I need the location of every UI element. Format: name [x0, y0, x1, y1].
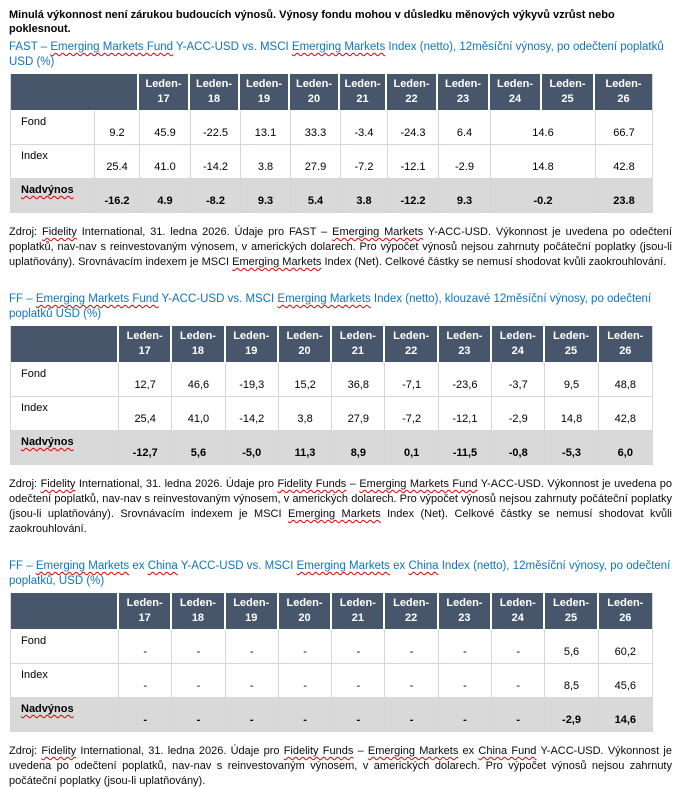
value-cell: -14,2: [226, 397, 279, 430]
column-header-cell: [119, 326, 172, 362]
row-label: Nadvýnos: [21, 703, 74, 715]
value-cell: 42,8: [614, 413, 637, 425]
spellcheck-flagged-text: Fidelity Funds: [283, 745, 354, 757]
spellcheck-flagged-text: Fidelity: [40, 478, 76, 490]
header-prefix: Leden-: [607, 597, 644, 609]
header-year: 26: [619, 612, 632, 624]
value-cell: 11,3: [279, 431, 332, 464]
column-header-cell: [172, 593, 225, 629]
header-year: 26: [619, 345, 632, 357]
spellcheck-flagged-text: Emerging Markets Fund: [359, 478, 478, 490]
text-segment: –: [346, 478, 360, 490]
index-row: [11, 145, 652, 179]
index-row: [11, 397, 652, 431]
value-cell: -: [439, 698, 492, 731]
value-cell: -22.5: [191, 111, 241, 144]
value-cell: 9.2: [95, 111, 140, 144]
header-year: 18: [207, 93, 221, 105]
header-year: 22: [405, 612, 418, 624]
spellcheck-flagged-text: Emerging Markets: [277, 293, 371, 305]
table-title-ff-em: [9, 292, 672, 322]
header-year: 23: [458, 612, 471, 624]
value-cell: 3,8: [279, 397, 332, 430]
past-performance-warning: Minulá výkonnost není zárukou budoucích výnosů. Výnosy fondu mohou v důsledku měnových výkyvů vzrůst nebo poklesnout.: [9, 9, 615, 35]
table-title-fast: [9, 40, 672, 70]
header-prefix: Leden-: [549, 78, 586, 90]
header-prefix: Leden-: [286, 330, 323, 342]
text-segment: Y-ACC-USD. Výkonnost je uvedena po odečtení poplatků, nav-nav s reinvestovaným výnosem, v amerických dolarech. Pro výpočet výnosů nejsou zahrnuty počáteční poplatky (jsou-li uplatňovány). Srovnávacím indexem je MSCI: [9, 478, 672, 520]
header-year: 22: [405, 93, 418, 105]
value-cell: -: [119, 698, 172, 731]
column-header-cell: [492, 593, 545, 629]
spellcheck-flagged-text: Emerging Markets: [296, 560, 390, 572]
row-label-cell: [11, 111, 95, 144]
value-cell: 66.7: [613, 127, 635, 139]
column-header-cell: [385, 326, 438, 362]
header-year: 19: [245, 345, 258, 357]
header-year: 24: [508, 93, 522, 105]
column-header-cell: [332, 593, 385, 629]
spellcheck-flagged-text: Emerging Markets: [288, 508, 381, 520]
value-cell: -3,7: [492, 363, 545, 396]
value-cell: -: [226, 698, 279, 731]
header-year: 24: [511, 612, 524, 624]
header-prefix: Leden-: [339, 597, 376, 609]
spellcheck-flagged-text: China Fund: [478, 745, 537, 757]
fund-row: [11, 111, 652, 145]
column-header-cell: [240, 74, 290, 110]
value-cell: -19,3: [226, 363, 279, 396]
header-prefix: Leden-: [393, 330, 430, 342]
spellcheck-flagged-text: Fidelity Funds: [277, 478, 347, 490]
value-cell: -: [439, 630, 492, 663]
text-segment: FF –: [9, 293, 36, 305]
value-cell: -5,3: [545, 431, 598, 464]
value-cell: 46,6: [172, 363, 225, 396]
corner-cell: [11, 593, 119, 629]
value-cell: -12.1: [388, 145, 439, 178]
row-label: Fond: [21, 368, 47, 380]
header-year: 23: [458, 345, 471, 357]
column-header-cell: [439, 326, 492, 362]
value-cell: -8.2: [191, 179, 241, 212]
header-year: 19: [257, 93, 271, 105]
text-segment: ex: [458, 745, 479, 757]
text-segment: ex: [389, 560, 409, 572]
table-header-row: [11, 326, 652, 362]
text-segment: Y-ACC-USD. Výkonnost je uvedena po odečtení poplatků, nav-nav s reinvestovaným výnosem, v amerických dolarech. Pro výpočet výnosů nejsou zahrnuty počáteční poplatky (jsou-li uplatňovány).: [9, 745, 672, 787]
row-label-cell: [11, 363, 119, 396]
value-cell: -0.2: [491, 179, 596, 212]
column-header-cell: [490, 74, 542, 110]
table-header-row: [11, 74, 652, 110]
spellcheck-flagged-text: Fidelity: [41, 745, 77, 757]
source-note-ff-em-ex-china: [9, 744, 672, 789]
value-cell: 3.8: [241, 145, 291, 178]
spellcheck-flagged-text: Emerging Markets: [35, 560, 130, 572]
value-cell: -: [279, 698, 332, 731]
value-cell: 8,5: [545, 664, 598, 697]
value-cell: -14.2: [191, 145, 241, 178]
value-cell: 0,1: [385, 431, 438, 464]
header-year: 25: [564, 612, 578, 624]
header-prefix: Leden-: [552, 330, 590, 342]
header-prefix: Leden-: [344, 78, 381, 90]
column-header-cell: [545, 326, 598, 362]
header-year: 21: [356, 93, 369, 105]
value-cell: -: [332, 698, 385, 731]
column-header-cell: [387, 74, 438, 110]
row-label: Index: [21, 402, 48, 414]
value-cell: -12.2: [388, 179, 439, 212]
header-prefix: Leden-: [245, 78, 283, 90]
header-prefix: Leden-: [446, 597, 483, 609]
value-cell: -: [119, 630, 172, 663]
text-segment: FF –: [9, 560, 36, 572]
excess-return-row: [11, 698, 652, 731]
value-cell: -: [172, 630, 225, 663]
value-cell: 25,4: [119, 397, 172, 430]
value-cell: -: [332, 630, 385, 663]
column-header-cell: [438, 74, 490, 110]
fund-row: [11, 363, 652, 397]
value-cell: -12,7: [119, 431, 172, 464]
fast-performance-table: [10, 74, 653, 213]
row-label: Fond: [21, 116, 47, 128]
text-segment: FAST –: [9, 41, 51, 53]
source-note-ff-em: [9, 477, 672, 537]
column-header-cell: [340, 74, 387, 110]
spellcheck-flagged-text: Emerging Markets: [232, 256, 322, 268]
spellcheck-flagged-text: China: [147, 560, 178, 572]
row-label-cell: [11, 630, 119, 663]
column-header-cell: [139, 74, 190, 110]
header-prefix: Leden-: [393, 78, 430, 90]
value-cell: 45,6: [614, 680, 637, 692]
header-prefix: Leden-: [444, 78, 482, 90]
header-year: 17: [138, 345, 151, 357]
value-cell: 5,6: [545, 630, 598, 663]
spellcheck-flagged-text: Emerging Markets Fund: [35, 293, 159, 305]
column-header-cell: [439, 593, 492, 629]
column-header-cell: [595, 74, 652, 110]
value-cell: 6.4: [439, 111, 491, 144]
row-label: Nadvýnos: [21, 436, 74, 448]
text-segment: Zdroj:: [9, 226, 42, 238]
row-label-cell: [11, 145, 95, 178]
value-cell: 14.8: [491, 145, 596, 178]
header-prefix: Leden-: [179, 330, 216, 342]
text-segment: Y-ACC-USD. Výkonnost je uvedena po odečtení poplatků, nav-nav s reinvestovaným výnosem, v amerických dolarech. Pro výpočet výnosů nejsou zahrnuty počáteční poplatky (jsou-li uplatňovány). Srovnávacím indexem je MSCI: [9, 226, 672, 268]
index-row: [11, 664, 652, 698]
text-segment: Index (netto), klouzavé 12měsíční výnosy, po odečtení poplatků USD (%): [9, 293, 652, 320]
column-header-cell: [492, 326, 545, 362]
value-cell: -: [492, 630, 545, 663]
value-cell: -11,5: [439, 431, 492, 464]
text-segment: ex: [129, 560, 148, 572]
value-cell: -24.3: [388, 111, 439, 144]
column-header-cell: [119, 593, 172, 629]
row-label-cell: [11, 179, 95, 212]
table-header-row: [11, 593, 652, 629]
value-cell: -2,9: [492, 397, 545, 430]
value-cell: 33.3: [291, 111, 341, 144]
header-prefix: Leden-: [179, 597, 216, 609]
value-cell: -: [279, 630, 332, 663]
value-cell: -2.9: [439, 145, 491, 178]
header-prefix: Leden-: [145, 78, 182, 90]
value-cell: 6,0: [617, 447, 633, 459]
column-header-cell: [290, 74, 340, 110]
header-year: 17: [138, 612, 151, 624]
row-label-cell: [11, 664, 119, 697]
header-prefix: Leden-: [295, 78, 333, 90]
header-prefix: Leden-: [233, 330, 270, 342]
value-cell: 5,6: [172, 431, 225, 464]
text-segment: Index (netto), 12měsíční výnosy, po odečtení poplatků USD (%): [9, 41, 664, 68]
column-header-cell: [599, 326, 652, 362]
column-header-cell: [599, 593, 652, 629]
row-label: Index: [21, 150, 48, 162]
ff-em-ex-china-performance-table: [10, 593, 653, 732]
value-cell: -: [279, 664, 332, 697]
header-year: 19: [245, 612, 258, 624]
header-prefix: Leden-: [499, 597, 536, 609]
text-segment: International, 31. ledna 2026. Údaje pro FAST –: [76, 226, 333, 238]
value-cell: 9.3: [439, 179, 491, 212]
row-label-cell: [11, 431, 119, 464]
value-cell: 12,7: [119, 363, 172, 396]
value-cell: 36,8: [332, 363, 385, 396]
spellcheck-flagged-text: Emerging Markets: [332, 226, 424, 238]
text-segment: Index (netto), 12měsíční výnosy, po odečtení poplatků, USD (%): [9, 560, 671, 587]
row-label: Fond: [21, 635, 47, 647]
corner-cell: [11, 326, 119, 362]
value-cell: -2,9: [545, 698, 598, 731]
header-prefix: Leden-: [552, 597, 590, 609]
value-cell: 9,5: [545, 363, 598, 396]
value-cell: 60,2: [614, 646, 637, 658]
value-cell: 48,8: [614, 379, 637, 391]
value-cell: -: [172, 664, 225, 697]
spellcheck-flagged-text: Emerging Markets Fund: [50, 41, 174, 53]
text-segment: Y-ACC-USD vs. MSCI: [158, 293, 278, 305]
value-cell: -3.4: [341, 111, 388, 144]
text-segment: International, 31. ledna 2026. Údaje pro: [75, 478, 278, 490]
text-segment: Zdroj:: [9, 478, 41, 490]
value-cell: 41,0: [172, 397, 225, 430]
value-cell: -7,1: [385, 363, 438, 396]
header-year: 20: [298, 612, 311, 624]
value-cell: 8,9: [332, 431, 385, 464]
row-label-cell: [11, 397, 119, 430]
text-segment: Y-ACC-USD vs. MSCI: [173, 41, 292, 53]
header-year: 20: [298, 345, 311, 357]
header-prefix: Leden-: [195, 78, 233, 90]
column-header-cell: [279, 326, 332, 362]
header-year: 18: [191, 612, 205, 624]
column-header-cell: [385, 593, 438, 629]
value-cell: -7.2: [341, 145, 388, 178]
column-header-cell: [190, 74, 240, 110]
header-year: 20: [307, 93, 321, 105]
spellcheck-flagged-text: Fidelity: [42, 226, 77, 238]
text-segment: –: [353, 745, 368, 757]
value-cell: 23.8: [613, 195, 635, 207]
value-cell: 27.9: [291, 145, 341, 178]
value-cell: -12,1: [439, 397, 492, 430]
value-cell: 42.8: [613, 161, 635, 173]
header-prefix: Leden-: [126, 330, 163, 342]
header-prefix: Leden-: [446, 330, 483, 342]
spellcheck-flagged-text: Emerging Markets: [291, 41, 386, 53]
value-cell: -: [332, 664, 385, 697]
column-header-cell: [545, 593, 598, 629]
value-cell: 14,8: [545, 397, 598, 430]
column-header-cell: [226, 326, 279, 362]
value-cell: -: [439, 664, 492, 697]
value-cell: 4.9: [140, 179, 191, 212]
column-header-cell: [542, 74, 595, 110]
header-prefix: Leden-: [126, 597, 163, 609]
text-segment: Index (Net). Celkové částky se nemusí shodovat kvůli zaokrouhlování.: [9, 508, 672, 535]
value-cell: 14.6: [491, 111, 596, 144]
value-cell: -: [385, 630, 438, 663]
header-year: 21: [351, 345, 364, 357]
value-cell: 14,6: [614, 714, 637, 726]
column-header-cell: [279, 593, 332, 629]
fund-row: [11, 630, 652, 664]
value-cell: -23,6: [439, 363, 492, 396]
corner-cell: [11, 74, 139, 110]
text-segment: Index (Net). Celkové částky se nemusí shodovat kvůli zaokrouhlování.: [321, 256, 667, 268]
value-cell: -: [119, 664, 172, 697]
header-year: 23: [456, 93, 470, 105]
value-cell: 5.4: [291, 179, 341, 212]
header-year: 26: [617, 93, 630, 105]
value-cell: -16.2: [95, 179, 140, 212]
value-cell: 41.0: [140, 145, 191, 178]
header-prefix: Leden-: [605, 78, 642, 90]
value-cell: -: [492, 664, 545, 697]
excess-return-row: [11, 431, 652, 464]
header-year: 24: [511, 345, 524, 357]
excess-return-row: [11, 179, 652, 212]
ff-em-performance-table: [10, 326, 653, 465]
column-header-cell: [332, 326, 385, 362]
header-year: 25: [561, 93, 574, 105]
text-segment: Y-ACC-USD vs. MSCI: [177, 560, 297, 572]
value-cell: 13.1: [241, 111, 291, 144]
column-header-cell: [226, 593, 279, 629]
value-cell: 27,9: [332, 397, 385, 430]
row-label: Index: [21, 669, 48, 681]
header-prefix: Leden-: [393, 597, 430, 609]
text-segment: International, 31. ledna 2026. Údaje pro: [76, 745, 284, 757]
column-header-cell: [172, 326, 225, 362]
value-cell: -7,2: [385, 397, 438, 430]
header-prefix: Leden-: [233, 597, 270, 609]
value-cell: -: [226, 664, 279, 697]
value-cell: -5,0: [226, 431, 279, 464]
header-prefix: Leden-: [607, 330, 644, 342]
table-title-ff-em-ex-china: [9, 559, 672, 589]
spellcheck-flagged-text: China: [408, 560, 439, 572]
header-prefix: Leden-: [339, 330, 376, 342]
text-segment: Zdroj:: [9, 745, 42, 757]
source-note-fast: [9, 225, 672, 270]
header-year: 21: [351, 612, 364, 624]
value-cell: 25.4: [95, 145, 140, 178]
header-prefix: Leden-: [496, 78, 534, 90]
header-year: 17: [157, 93, 170, 105]
row-label: Nadvýnos: [21, 184, 74, 196]
row-label-cell: [11, 698, 119, 731]
header-prefix: Leden-: [499, 330, 536, 342]
spellcheck-flagged-text: Emerging Markets: [367, 745, 459, 757]
value-cell: 45.9: [140, 111, 191, 144]
value-cell: -: [385, 698, 438, 731]
value-cell: -: [492, 698, 545, 731]
value-cell: -0,8: [492, 431, 545, 464]
value-cell: 3.8: [341, 179, 388, 212]
header-year: 25: [564, 345, 578, 357]
value-cell: -: [226, 630, 279, 663]
value-cell: -: [385, 664, 438, 697]
value-cell: 15,2: [279, 363, 332, 396]
header-prefix: Leden-: [286, 597, 323, 609]
header-year: 18: [191, 345, 205, 357]
header-year: 22: [405, 345, 418, 357]
value-cell: -: [172, 698, 225, 731]
value-cell: 9.3: [241, 179, 291, 212]
